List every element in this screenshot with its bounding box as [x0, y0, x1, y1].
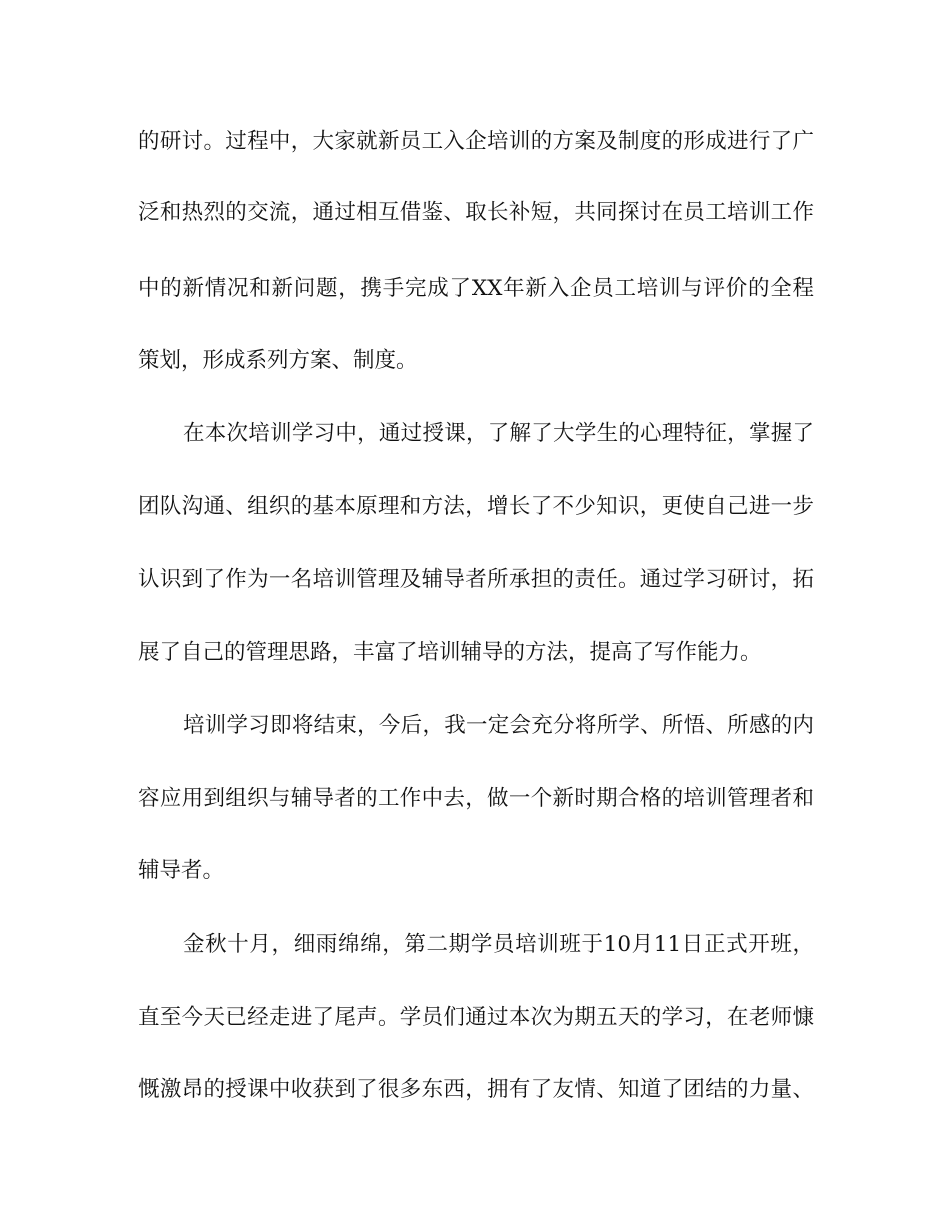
- text-line: 的研讨。过程中，大家就新员工入企培训的方案及制度的形成进行了广: [138, 129, 814, 154]
- text-line: 金秋十月，细雨绵绵，第二期学员培训班于10月11日正式开班，: [183, 932, 814, 957]
- text-line: 中的新情况和新问题，携手完成了XX年新入企员工培训与评价的全程: [138, 276, 814, 301]
- text-line: 认识到了作为一名培训管理及辅导者所承担的责任。通过学习研讨，拓: [138, 567, 814, 592]
- text-line: 展了自己的管理思路，丰富了培训辅导的方法，提高了写作能力。: [138, 640, 762, 665]
- text-line: 泛和热烈的交流，通过相互借鉴、取长补短，共同探讨在员工培训工作: [138, 200, 814, 225]
- text-line: 慨激昂的授课中收获到了很多东西，拥有了友情、知道了团结的力量、: [138, 1077, 814, 1102]
- text-line: 团队沟通、组织的基本原理和方法，增长了不少知识，更使自己进一步: [138, 494, 814, 519]
- text-line: 辅导者。: [138, 858, 225, 883]
- text-line: 容应用到组织与辅导者的工作中去，做一个新时期合格的培训管理者和: [138, 786, 814, 811]
- text-line: 培训学习即将结束，今后，我一定会充分将所学、所悟、所感的内: [183, 713, 814, 738]
- text-line: 策划，形成系列方案、制度。: [138, 348, 418, 373]
- text-line: 在本次培训学习中，通过授课，了解了大学生的心理特征，掌握了: [183, 421, 814, 446]
- text-line: 直至今天已经走进了尾声。学员们通过本次为期五天的学习，在老师慷: [138, 1005, 814, 1030]
